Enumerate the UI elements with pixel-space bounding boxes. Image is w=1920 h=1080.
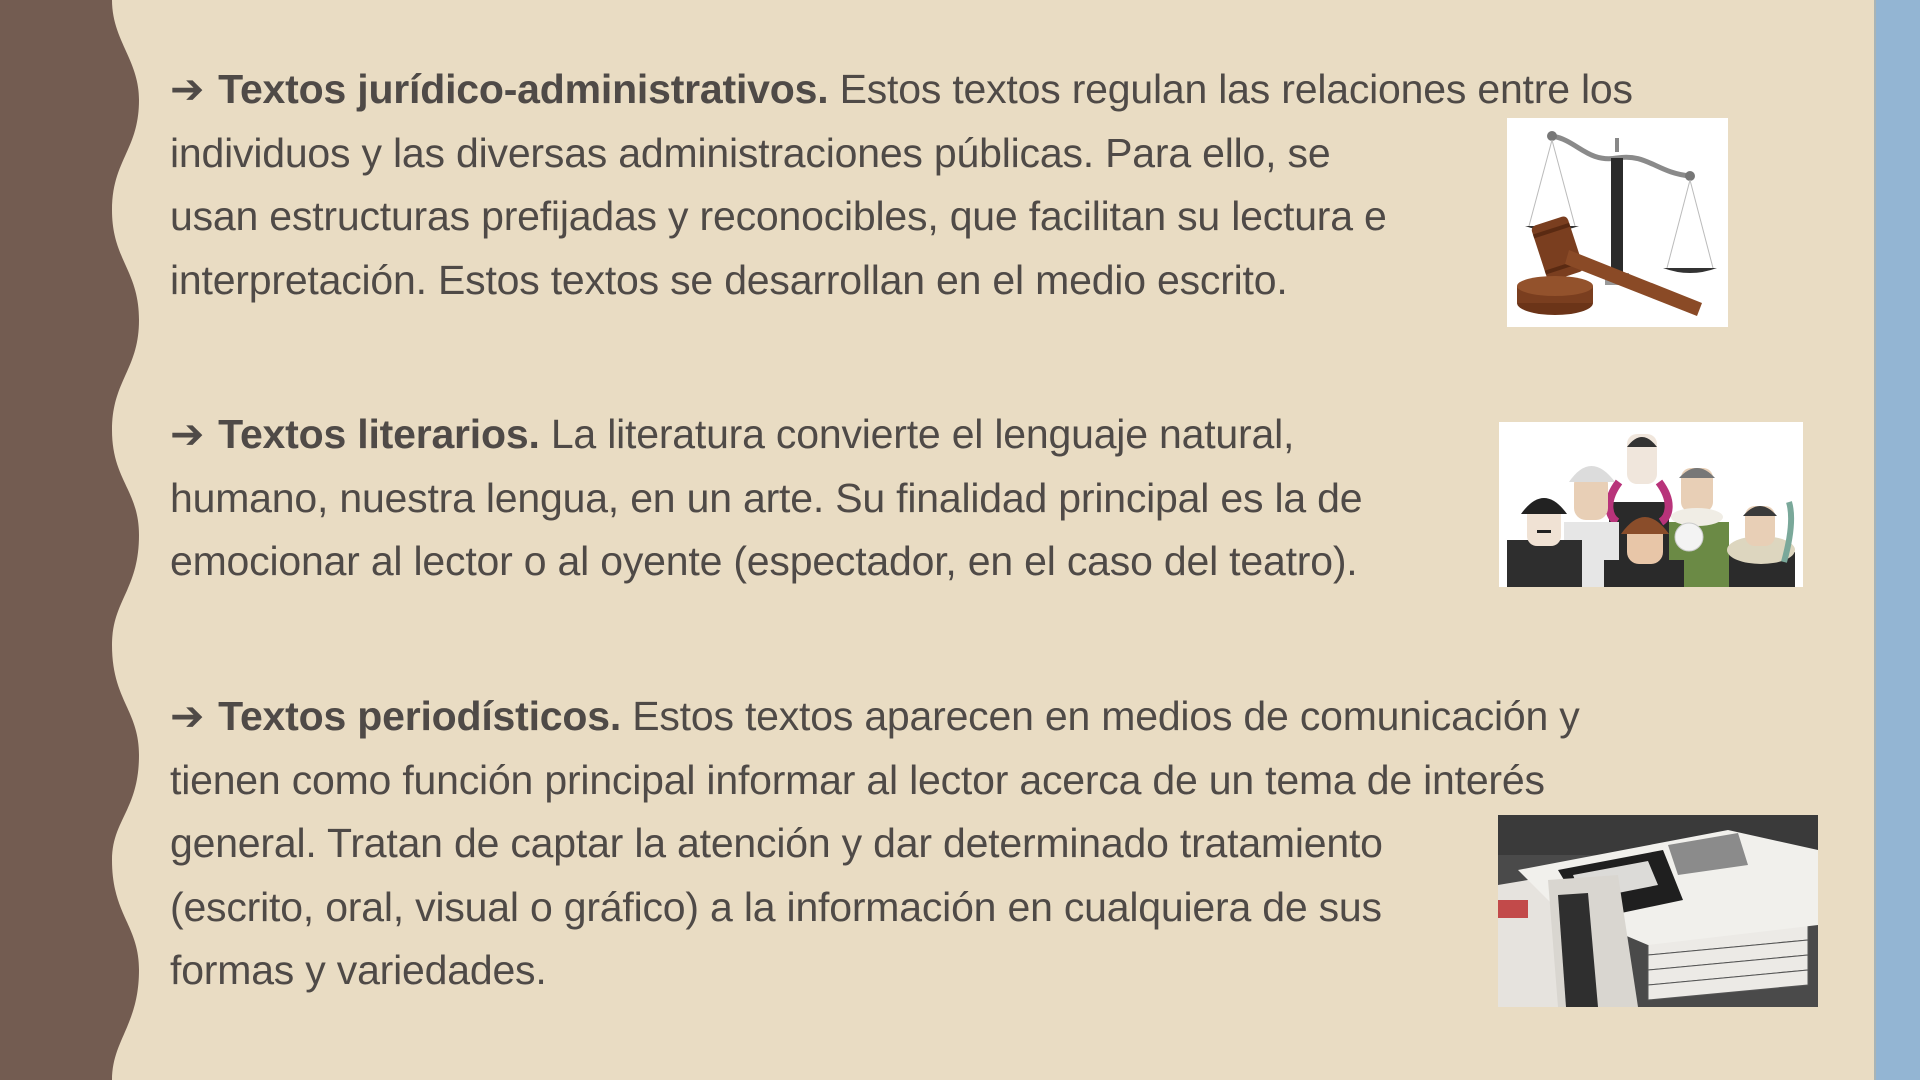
paragraph-line: emocionar al lector o al oyente (espectador, en el caso del teatro).	[170, 538, 1358, 584]
paragraph-heading: Textos literarios.	[218, 411, 540, 457]
paragraph-line: general. Tratan de captar la atención y dar determinado tratamiento	[170, 820, 1383, 866]
paragraph-line	[170, 58, 1633, 122]
paragraph-line: interpretación. Estos textos se desarrollan en el medio escrito.	[170, 256, 1288, 303]
paragraph-text: Estos textos regulan las relaciones entre los	[828, 66, 1633, 112]
paragraph-line: tienen como función principal informar al lector acerca de un tema de interés	[170, 756, 1545, 803]
arrow-right-icon: ➔	[170, 66, 205, 112]
paragraph-line: humano, nuestra lengua, en un arte. Su finalidad principal es la de	[170, 474, 1363, 521]
famous-writers-illustration-image	[1499, 422, 1803, 587]
arrow-right-icon: ➔	[170, 411, 205, 457]
paragraph-line: (escrito, oral, visual o gráfico) a la información en cualquiera de sus	[170, 883, 1382, 930]
paragraph-juridico-administrativos	[170, 58, 1633, 312]
paragraph-line: individuos y las diversas administraciones públicas. Para ello, se	[170, 129, 1331, 176]
paragraph-text: La literatura convierte el lenguaje natural,	[539, 411, 1295, 457]
paragraph-literarios	[170, 403, 1362, 594]
paragraph-line	[170, 685, 1580, 749]
paragraph-periodisticos	[170, 685, 1580, 1003]
left-wavy-band	[0, 0, 150, 1080]
paragraph-line	[170, 403, 1362, 467]
paragraph-heading: Textos periodísticos.	[218, 693, 622, 739]
paragraph-text: Estos textos aparecen en medios de comunicación y	[621, 693, 1580, 739]
paragraph-line: formas y variedades.	[170, 947, 547, 993]
newspaper-stack-image	[1498, 815, 1818, 1007]
arrow-right-icon: ➔	[170, 693, 205, 739]
paragraph-line: usan estructuras prefijadas y reconocibles, que facilitan su lectura e	[170, 193, 1387, 239]
right-accent-strip	[1874, 0, 1920, 1080]
paragraph-heading: Textos jurídico-administrativos.	[218, 66, 829, 112]
justice-scale-and-gavel-image	[1507, 118, 1728, 327]
